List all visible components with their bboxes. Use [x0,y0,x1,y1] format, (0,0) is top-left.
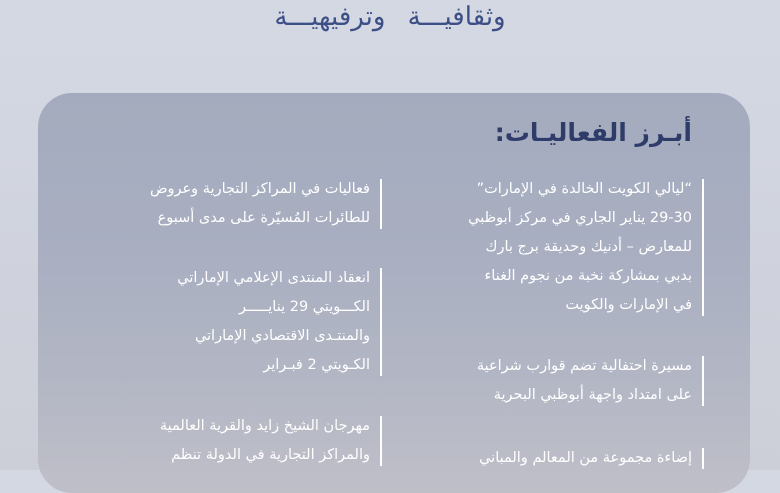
item-divider [380,416,382,466]
event-text: مسيرة احتفالية تضم قوارب شراعية على امتداد واجهة أبوظبي البحرية [476,358,692,403]
item-divider [702,179,704,316]
event-text: فعاليات في المراكز التجارية وعروض للطائرات المُسيّرة على مدى أسبوع [149,181,370,226]
event-text: إضاءة مجموعة من المعالم والمباني [479,450,692,466]
event-item-forums [74,264,370,380]
item-divider [702,356,704,406]
event-item-zayed-festival [74,412,370,470]
page-subtitle: وثقافيـــة وترفيهيـــة [274,2,506,32]
event-text: انعقاد المنتدى الإعلامي الإماراتي الكـــويتي 29 ينايـــــر والمنتـدى الاقتصادي الإماراتي الكـويتي 2 فبـراير [177,270,370,373]
item-divider [380,179,382,229]
event-text: “ليالي الكويت الخالدة في الإمارات” 29-30 يناير الجاري في مركز أبوظبي للمعارض – أدنيك وحديقة برج بارك بدبي بمشاركة نخبة من نجوم الغناء في الإمارات والكويت [468,181,692,313]
item-divider [702,448,704,469]
section-title: أبـرز الفعاليـات: [494,118,692,147]
event-item-boat-parade [396,352,692,410]
event-text: مهرجان الشيخ زايد والقرية العالمية والمراكز التجارية في الدولة تنظم [159,418,370,463]
event-item-malls-drones [74,175,370,233]
event-item-kuwait-nights [396,175,692,320]
event-item-landmark-lighting [396,444,692,473]
item-divider [380,268,382,376]
